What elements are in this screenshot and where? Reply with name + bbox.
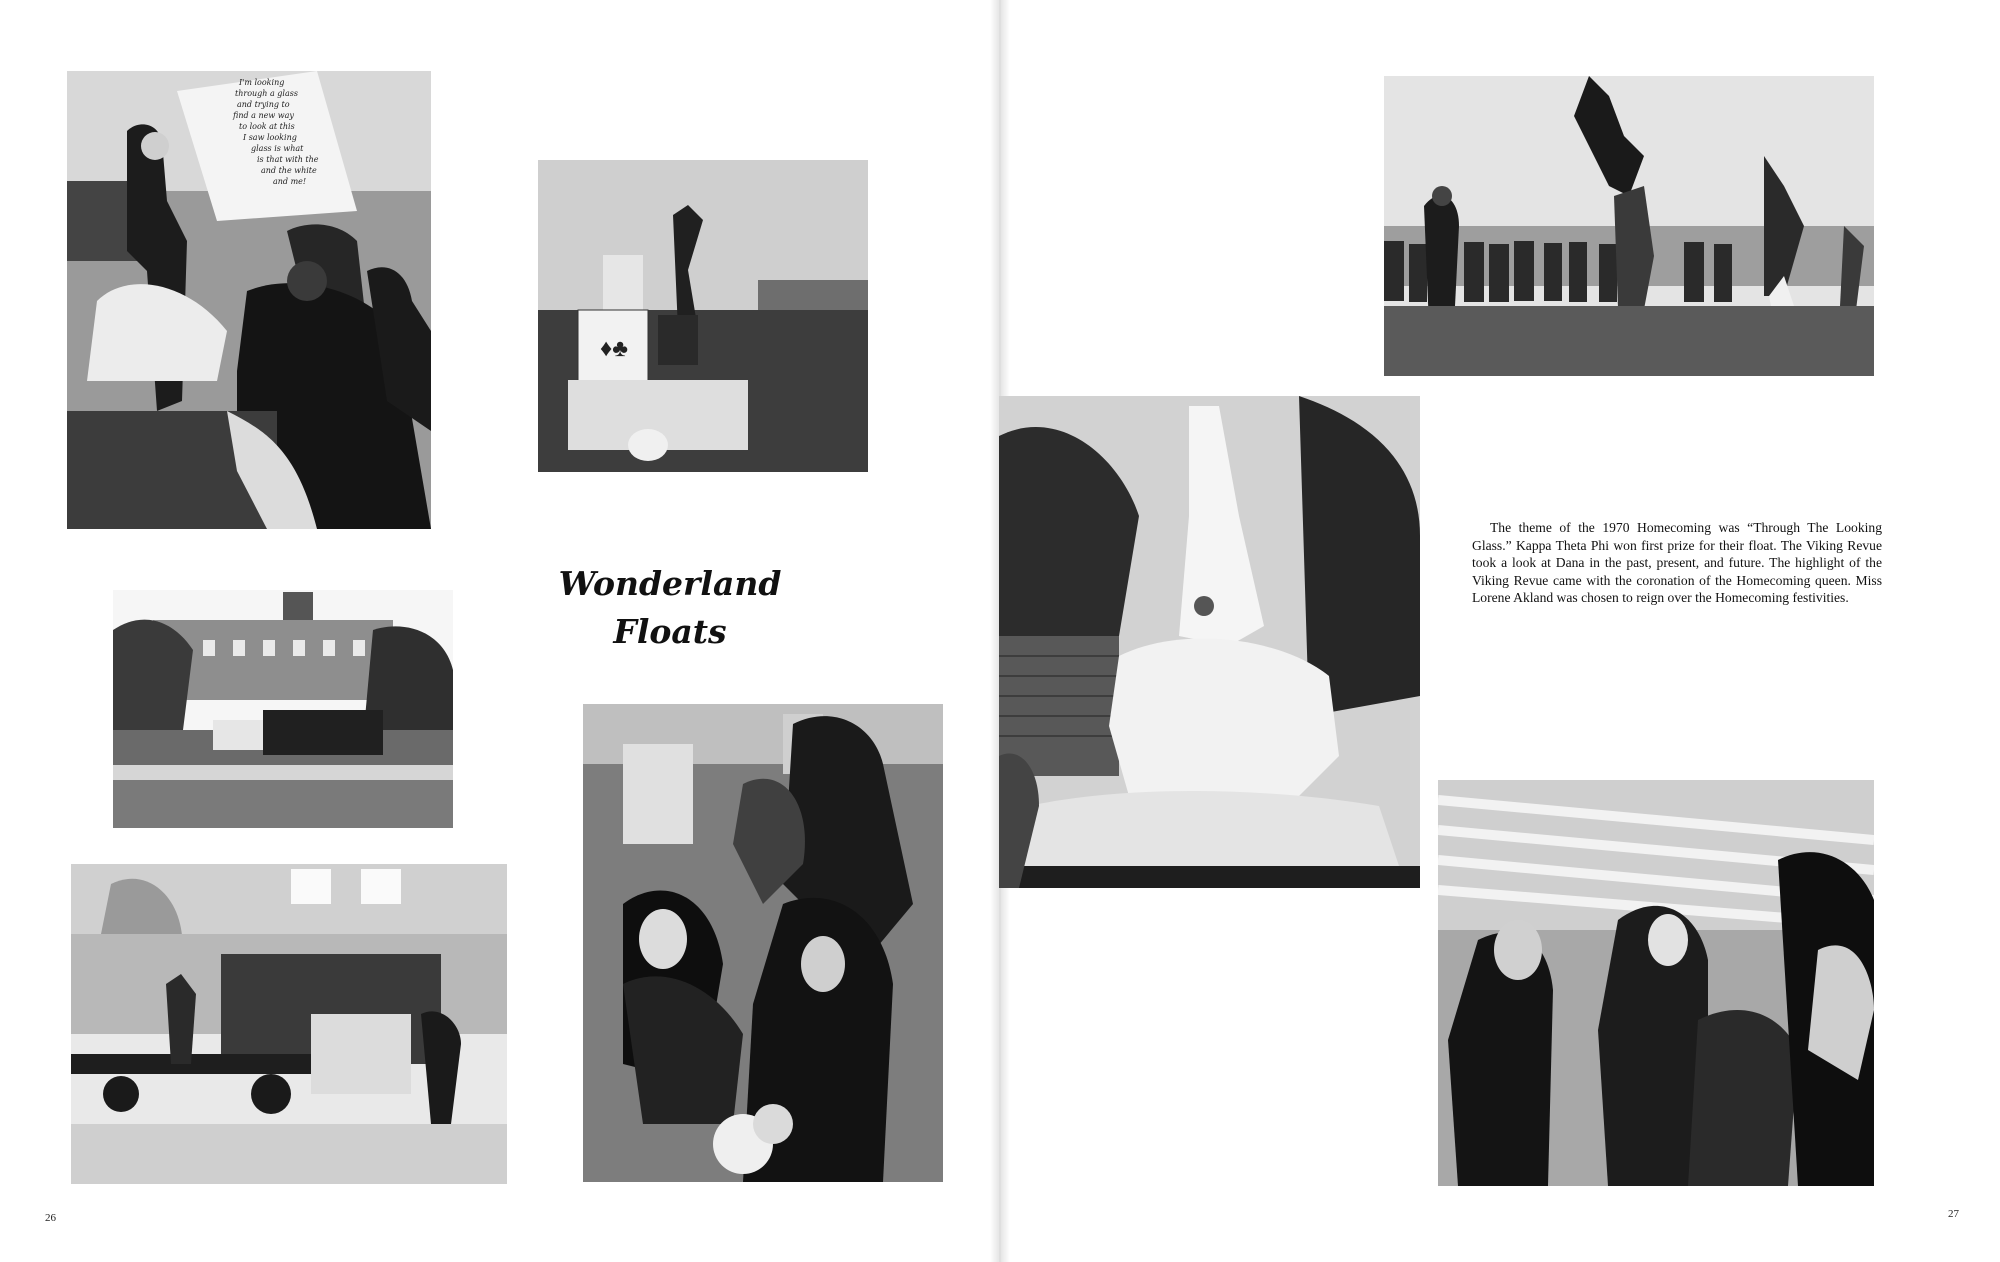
photo-rabbit-float <box>999 396 1420 888</box>
title-line-2: Floats <box>613 612 727 651</box>
photo-building-float <box>113 590 453 828</box>
article-paragraph: The theme of the 1970 Homecoming was “Through The Looking Glass.” Kappa Theta Phi won first prize for their float. The Viking Revue took a look at Dana in the past, present, and future. The highlight of the Viking Revue came with the coronation of the Homecoming queen. Miss Lorene Akland was chosen to reign over the Homecoming festivities. <box>1472 520 1882 605</box>
photo-revue-dance <box>1438 780 1874 1186</box>
page-number-left: 26 <box>45 1212 56 1224</box>
svg-text:I'm looking through a gl: I'm looking through a glass and trying to find a new way to look at this I saw looking glass is what is that with the and the white and me! <box>233 78 319 186</box>
photo-card-float <box>538 160 868 472</box>
spread-title <box>530 560 810 656</box>
photo-truck-float <box>71 864 507 1184</box>
photo-girls-flowers <box>583 704 943 1182</box>
title-line-1: Wonderland <box>558 564 782 603</box>
svg-text:♦♣: ♦♣ <box>600 336 628 362</box>
page-number-right: 27 <box>1948 1208 1959 1220</box>
photo-float-with-sign <box>67 71 431 529</box>
photo-cheerleaders <box>1384 76 1874 376</box>
